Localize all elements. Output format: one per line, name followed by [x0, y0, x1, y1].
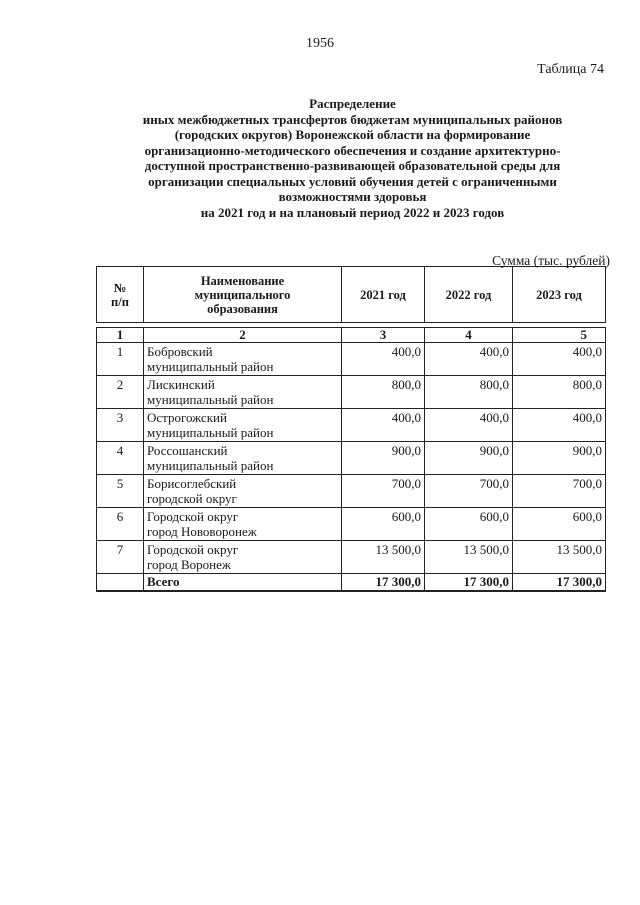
total-index [97, 574, 144, 592]
value-2021: 13 500,0 [342, 541, 425, 574]
header-2023: 2023 год [513, 267, 606, 323]
value-2021: 400,0 [342, 343, 425, 376]
title-line: на 2021 год и на плановый период 2022 и 2023 годов [200, 204, 505, 220]
total-row [97, 574, 606, 592]
municipality-name: Острогожский муниципальный район [144, 409, 342, 442]
column-number: 5 [513, 328, 606, 343]
table-row [97, 541, 606, 574]
units-label: Сумма (тыс. рублей) [492, 253, 610, 268]
value-2022: 700,0 [425, 475, 513, 508]
table-row [97, 409, 606, 442]
table-header-row [97, 267, 606, 323]
total-2021: 17 300,0 [342, 574, 425, 592]
column-number: 3 [342, 328, 425, 343]
page-number: 1956 [306, 36, 334, 51]
value-2022: 800,0 [425, 376, 513, 409]
column-number: 4 [425, 328, 513, 343]
title-line: доступной пространственно-развивающей образовательной среды для [144, 158, 561, 173]
value-2023: 400,0 [513, 409, 606, 442]
header-2021: 2021 год [342, 267, 425, 323]
title-line: Распределение [309, 96, 396, 111]
value-2021: 700,0 [342, 475, 425, 508]
value-2023: 400,0 [513, 343, 606, 376]
table-row [97, 508, 606, 541]
total-label: Всего [144, 574, 342, 592]
title-line: организационно-методического обеспечения и создание архитектурно- [144, 142, 561, 158]
total-2023: 17 300,0 [513, 574, 606, 592]
value-2023: 700,0 [513, 475, 606, 508]
allocation-table [96, 266, 606, 592]
value-2021: 400,0 [342, 409, 425, 442]
value-2023: 800,0 [513, 376, 606, 409]
table-row [97, 442, 606, 475]
header-name: Наименование муниципального образования [144, 267, 342, 323]
value-2023: 900,0 [513, 442, 606, 475]
table-row [97, 343, 606, 376]
municipality-name: Городской округ город Воронеж [144, 541, 342, 574]
title-line: иных межбюджетных трансфертов бюджетам муниципальных районов [142, 111, 563, 127]
row-index: 2 [97, 376, 144, 409]
value-2022: 600,0 [425, 508, 513, 541]
column-number: 2 [144, 328, 342, 343]
row-index: 4 [97, 442, 144, 475]
document-title [90, 96, 615, 220]
value-2021: 800,0 [342, 376, 425, 409]
value-2023: 600,0 [513, 508, 606, 541]
value-2022: 13 500,0 [425, 541, 513, 574]
value-2022: 400,0 [425, 409, 513, 442]
value-2022: 400,0 [425, 343, 513, 376]
column-number-row [97, 328, 606, 343]
header-number: № п/п [97, 267, 144, 323]
value-2021: 900,0 [342, 442, 425, 475]
row-index: 7 [97, 541, 144, 574]
municipality-name: Бобровский муниципальный район [144, 343, 342, 376]
municipality-name: Борисоглебский городской округ [144, 475, 342, 508]
title-line: организации специальных условий обучения детей с ограниченными [148, 173, 557, 189]
row-index: 3 [97, 409, 144, 442]
row-index: 5 [97, 475, 144, 508]
municipality-name: Россошанский муниципальный район [144, 442, 342, 475]
table-row [97, 475, 606, 508]
value-2021: 600,0 [342, 508, 425, 541]
value-2022: 900,0 [425, 442, 513, 475]
title-line: (городских округов) Воронежской области на формирование [174, 127, 531, 142]
total-2022: 17 300,0 [425, 574, 513, 592]
table-row [97, 376, 606, 409]
row-index: 6 [97, 508, 144, 541]
municipality-name: Лискинский муниципальный район [144, 376, 342, 409]
municipality-name: Городской округ город Нововоронеж [144, 508, 342, 541]
header-2022: 2022 год [425, 267, 513, 323]
table-label: Таблица 74 [537, 62, 604, 77]
value-2023: 13 500,0 [513, 541, 606, 574]
title-line: возможностями здоровья [278, 189, 427, 204]
row-index: 1 [97, 343, 144, 376]
column-number: 1 [97, 328, 144, 343]
